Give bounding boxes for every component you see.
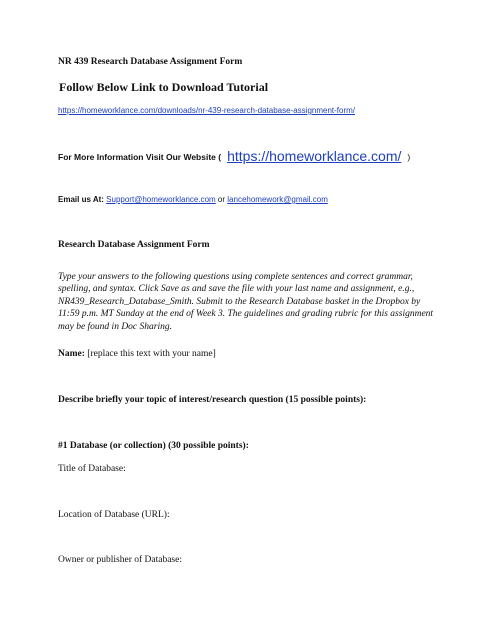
follow-heading: Follow Below Link to Download Tutorial	[59, 80, 269, 94]
alt-email-link[interactable]: lancehomework@gmail.com	[227, 195, 328, 204]
field-title-label: Title of Database:	[58, 464, 126, 474]
more-info-label: For More Information Visit Our Website (	[58, 152, 222, 162]
form-heading: Research Database Assignment Form	[58, 240, 210, 250]
name-line	[58, 349, 216, 359]
document-title: NR 439 Research Database Assignment Form	[58, 57, 243, 67]
support-email-link[interactable]: Support@homeworklance.com	[106, 195, 216, 204]
tutorial-link-line	[58, 106, 355, 115]
field-owner-label: Owner or publisher of Database:	[58, 555, 182, 565]
name-label: Name:	[58, 349, 85, 359]
email-label: Email us At:	[58, 195, 104, 204]
instructions-paragraph: Type your answers to the following questions using complete sentences and correct grammar, spelling, and syntax. Click Save as and save the file with your last name and assignment, e.g., NR439_Research_Database_Smith. Submit to the Research Database basket in the Dropbox by 11:59 p.m. MT Sunday at the end of Week 3. The guidelines and grading rubric for this assignment may be found in Doc Sharing.	[58, 272, 434, 332]
describe-prompt: Describe briefly your topic of interest/research question (15 possible points):	[58, 395, 367, 405]
field-location-label: Location of Database (URL):	[58, 510, 170, 520]
tutorial-link[interactable]: https://homeworklance.com/downloads/nr-439-research-database-assignment-form/	[58, 106, 356, 115]
more-info-close: )	[407, 152, 411, 162]
email-line	[58, 195, 328, 204]
name-value[interactable]: [replace this text with your name]	[87, 349, 216, 359]
website-link[interactable]: https://homeworklance.com/	[227, 148, 402, 164]
more-info-line	[58, 147, 410, 163]
email-or: or	[217, 195, 226, 204]
database-heading: #1 Database (or collection) (30 possible points):	[58, 441, 249, 451]
